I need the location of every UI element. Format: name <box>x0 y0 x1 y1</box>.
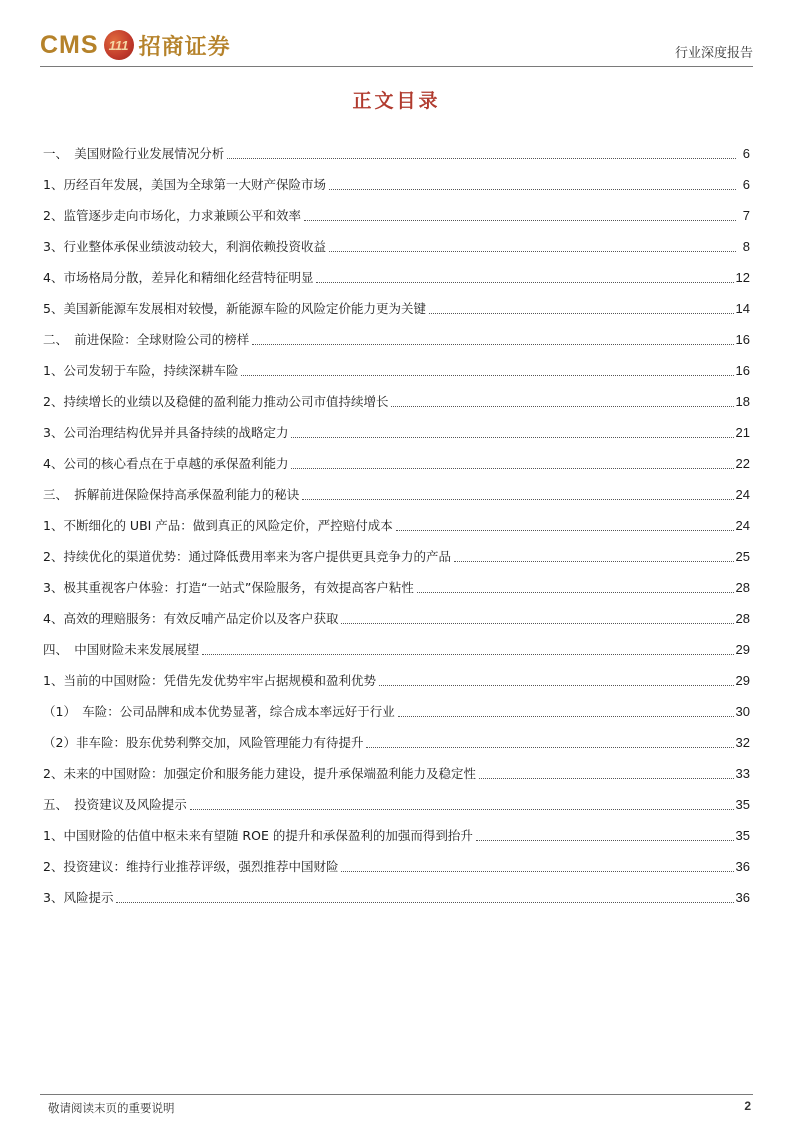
toc-leader-dots <box>227 157 736 159</box>
toc-entry[interactable] <box>43 628 750 659</box>
toc-entry[interactable] <box>43 535 750 566</box>
toc-entry-page: 24 <box>735 487 750 502</box>
toc-entry[interactable] <box>43 163 750 194</box>
toc-entry-title: （2）非车险：股东优势利弊交加，风险管理能力有待提升 <box>43 735 364 750</box>
toc-entry-page: 35 <box>735 797 750 812</box>
toc-leader-dots <box>398 715 734 717</box>
toc-entry-title: 2、未来的中国财险：加强定价和服务能力建设，提升承保端盈利能力及稳定性 <box>43 766 476 781</box>
toc-entry-title: （1） 车险：公司品牌和成本优势显著，综合成本率远好于行业 <box>43 704 395 719</box>
toc-entry-title: 5、美国新能源车发展相对较慢，新能源车险的风险定价能力更为关键 <box>43 301 426 316</box>
toc-entry-page: 28 <box>735 580 750 595</box>
toc-leader-dots <box>116 901 733 903</box>
toc-entry[interactable] <box>43 752 750 783</box>
toc-entry-title: 4、高效的理赔服务：有效反哺产品定价以及客户获取 <box>43 611 339 626</box>
toc-entry[interactable] <box>43 318 750 349</box>
toc-entry-page: 36 <box>735 890 750 905</box>
toc-entry[interactable] <box>43 287 750 318</box>
toc-entry[interactable] <box>43 442 750 473</box>
toc-entry-title: 3、公司治理结构优异并具备持续的战略定力 <box>43 425 289 440</box>
toc-entry[interactable] <box>43 473 750 504</box>
toc-entry-page: 33 <box>735 766 750 781</box>
toc-entry-title: 2、监管逐步走向市场化，力求兼顾公平和效率 <box>43 208 301 223</box>
toc-entry-title: 4、市场格局分散，差异化和精细化经营特征明显 <box>43 270 314 285</box>
toc-entry[interactable] <box>43 845 750 876</box>
toc-leader-dots <box>479 777 734 779</box>
toc-entry-title: 二、 前进保险：全球财险公司的榜样 <box>43 332 250 347</box>
toc-leader-dots <box>429 312 734 314</box>
header-divider <box>40 66 753 67</box>
toc-entry-page: 30 <box>735 704 750 719</box>
toc-entry-page: 28 <box>735 611 750 626</box>
toc-entry-page: 7 <box>742 208 750 223</box>
toc-entry-page: 6 <box>742 146 750 161</box>
toc-leader-dots <box>241 374 733 376</box>
footer-note: 敬请阅读末页的重要说明 <box>48 1101 175 1115</box>
toc-leader-dots <box>291 467 733 469</box>
toc-leader-dots <box>190 808 734 810</box>
toc-entry-page: 14 <box>735 301 750 316</box>
toc-entry-title: 1、当前的中国财险：凭借先发优势牢牢占据规模和盈利优势 <box>43 673 376 688</box>
logo-company-name: 招商证券 <box>138 34 231 60</box>
toc-entry[interactable] <box>43 504 750 535</box>
toc-entry[interactable] <box>43 814 750 845</box>
toc-entry[interactable] <box>43 225 750 256</box>
toc-entry-title: 1、公司发轫于车险，持续深耕车险 <box>43 363 239 378</box>
toc-entry[interactable] <box>43 721 750 752</box>
toc-entry-page: 32 <box>735 735 750 750</box>
toc-entry[interactable] <box>43 659 750 690</box>
logo-emblem-icon: 111 <box>104 30 134 60</box>
page-header <box>40 26 753 64</box>
toc-entry-page: 24 <box>735 518 750 533</box>
toc-leader-dots <box>316 281 733 283</box>
toc-entry[interactable] <box>43 411 750 442</box>
toc-entry-page: 29 <box>735 642 750 657</box>
toc-entry-title: 3、风险提示 <box>43 890 114 905</box>
toc-entry-title: 三、 拆解前进保险保持高承保盈利能力的秘诀 <box>43 487 300 502</box>
toc-leader-dots <box>329 250 736 252</box>
toc-entry-title: 2、持续增长的业绩以及稳健的盈利能力推动公司市值持续增长 <box>43 394 389 409</box>
toc-leader-dots <box>341 622 733 624</box>
toc-leader-dots <box>341 870 733 872</box>
toc-leader-dots <box>302 498 733 500</box>
toc-leader-dots <box>396 529 734 531</box>
toc-entry-page: 12 <box>735 270 750 285</box>
table-of-contents <box>43 132 750 907</box>
toc-leader-dots <box>291 436 733 438</box>
toc-entry-title: 1、不断细化的 UBI 产品：做到真正的风险定价，严控赔付成本 <box>43 518 393 533</box>
toc-entry-title: 2、投资建议：维持行业推荐评级，强烈推荐中国财险 <box>43 859 339 874</box>
toc-entry[interactable] <box>43 690 750 721</box>
toc-entry-page: 16 <box>735 363 750 378</box>
toc-leader-dots <box>304 219 736 221</box>
toc-entry-page: 29 <box>735 673 750 688</box>
toc-entry-page: 21 <box>735 425 750 440</box>
toc-entry[interactable] <box>43 132 750 163</box>
logo-text: CMS <box>40 30 99 59</box>
toc-entry[interactable] <box>43 876 750 907</box>
toc-entry[interactable] <box>43 349 750 380</box>
toc-leader-dots <box>417 591 734 593</box>
toc-entry-page: 18 <box>735 394 750 409</box>
toc-entry-page: 35 <box>735 828 750 843</box>
toc-entry-title: 3、极其重视客户体验：打造“一站式”保险服务，有效提高客户粘性 <box>43 580 414 595</box>
toc-entry-page: 25 <box>735 549 750 564</box>
toc-leader-dots <box>476 839 734 841</box>
toc-entry-page: 8 <box>742 239 750 254</box>
report-type: 行业深度报告 <box>674 46 753 61</box>
toc-leader-dots <box>379 684 734 686</box>
toc-entry-page: 16 <box>735 332 750 347</box>
page-title: 正文目录 <box>352 90 441 112</box>
cms-logo <box>40 28 231 62</box>
toc-entry-page: 6 <box>742 177 750 192</box>
toc-entry[interactable] <box>43 566 750 597</box>
toc-leader-dots <box>391 405 733 407</box>
toc-entry[interactable] <box>43 380 750 411</box>
toc-entry[interactable] <box>43 597 750 628</box>
toc-entry-title: 4、公司的核心看点在于卓越的承保盈利能力 <box>43 456 289 471</box>
toc-leader-dots <box>329 188 736 190</box>
toc-leader-dots <box>252 343 733 345</box>
toc-entry-title: 1、中国财险的估值中枢未来有望随 ROE 的提升和承保盈利的加强而得到抬升 <box>43 828 473 843</box>
toc-entry-title: 1、历经百年发展，美国为全球第一大财产保险市场 <box>43 177 326 192</box>
toc-entry[interactable] <box>43 194 750 225</box>
toc-entry-page: 36 <box>735 859 750 874</box>
toc-leader-dots <box>202 653 733 655</box>
toc-entry[interactable] <box>43 783 750 814</box>
toc-entry[interactable] <box>43 256 750 287</box>
toc-entry-page: 22 <box>735 456 750 471</box>
toc-entry-title: 四、 中国财险未来发展展望 <box>43 642 200 657</box>
toc-leader-dots <box>366 746 733 748</box>
toc-entry-title: 一、 美国财险行业发展情况分析 <box>43 146 225 161</box>
toc-entry-title: 2、持续优化的渠道优势：通过降低费用率来为客户提供更具竞争力的产品 <box>43 549 451 564</box>
toc-leader-dots <box>454 560 734 562</box>
toc-entry-title: 3、行业整体承保业绩波动较大，利润依赖投资收益 <box>43 239 326 254</box>
footer-divider <box>40 1094 753 1095</box>
page-number: 2 <box>744 1099 751 1113</box>
toc-entry-title: 五、 投资建议及风险提示 <box>43 797 187 812</box>
